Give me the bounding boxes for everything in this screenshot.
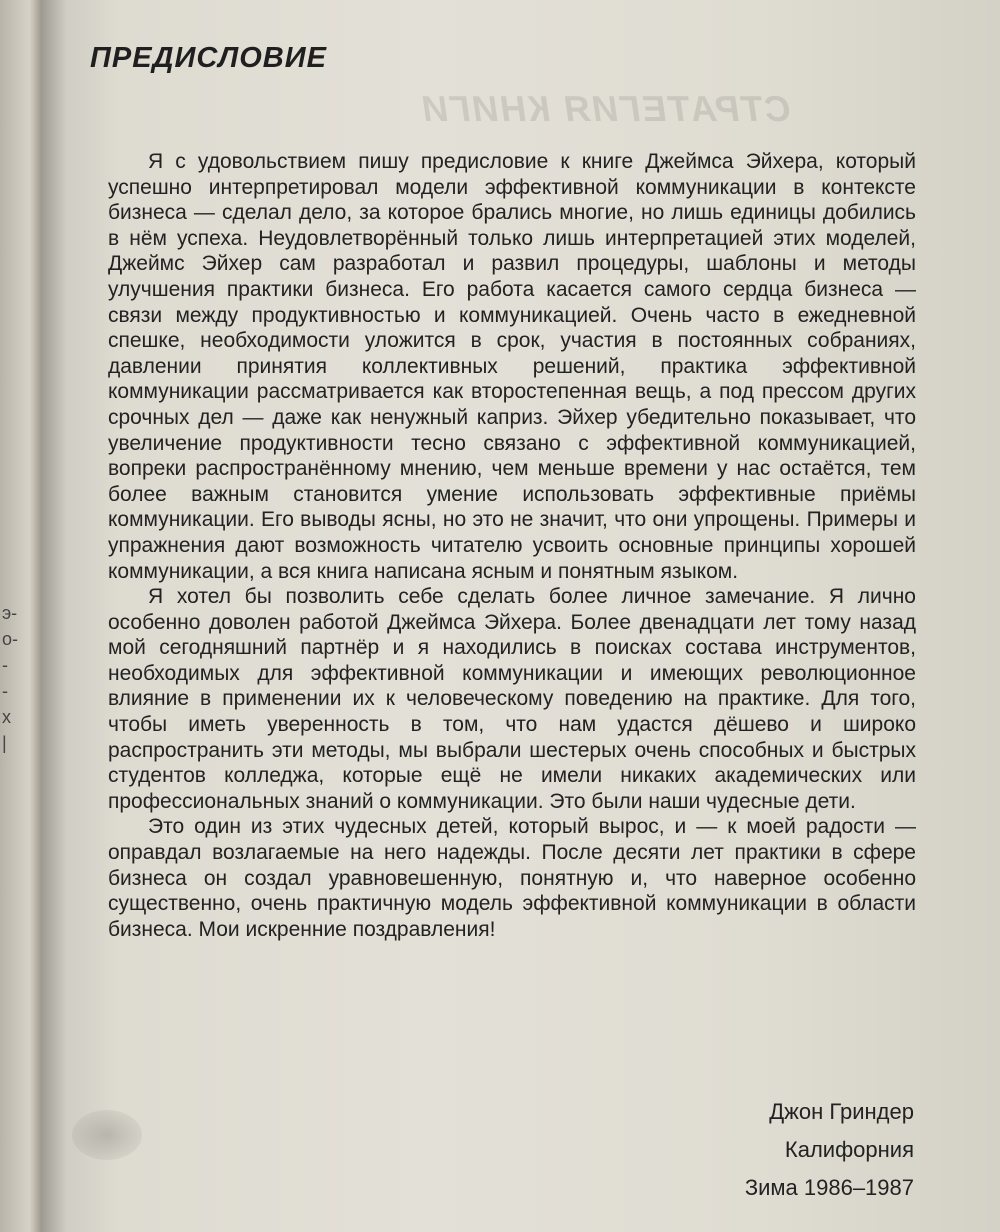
left-page-mark: - [2,655,8,675]
book-page [42,0,1000,1232]
paper-stain [72,1110,142,1160]
signature-date: Зима 1986–1987 [744,1175,914,1200]
signature-block [745,1093,914,1207]
bleed-through-text: СТРАТЕГИЯ КНИГИ [417,88,794,129]
left-page-marks [2,600,32,756]
page-title: ПРЕДИСЛОВИЕ [90,42,327,74]
left-page-mark: о- [2,629,19,649]
left-page-edge [0,0,42,1232]
signature-place: Калифорния [784,1137,914,1162]
left-page-mark: - [2,681,8,701]
left-page-mark: | [2,733,7,753]
signature-name: Джон Гриндер [769,1099,914,1124]
paragraph: Это один из этих чудесных детей, который вырос, и — к моей радости — оправдал возлагаемые на него надежды. После десяти лет практики в сфере бизнеса он создал уравновешенную, понятную и, что наверное особенно существенно, очень практичную модель эффективной коммуникации в области бизнеса. Мои искренние поздравления! [108,815,916,941]
left-page-mark: х [2,707,11,727]
paragraph: Я хотел бы позволить себе сделать более личное замечание. Я лично особенно доволен работой Джеймса Эйхера. Более двенадцати лет тому назад мой сегодняшний партнёр и я находились в поисках состава инструментов, необходимых для эффективной коммуникации и имеющих революционное влияние в применении их к человеческому поведению на практике. Для того, чтобы иметь уверенность в том, что нам удастся дёшево и широко распространить эти методы, мы выбрали шестерых очень способных и быстрых студентов колледжа, которые ещё не имели никаких академических или профессиональных знаний о коммуникации. Это были наши чудесные дети. [108,585,916,813]
left-page-mark: э- [2,603,18,623]
paragraph: Я с удовольствием пишу предисловие к книге Джеймса Эйхера, который успешно интерпретировал модели эффективной коммуникации в контексте бизнеса — сделал дело, за которое брались многие, но лишь единицы добились в нём успеха. Неудовлетворённый только лишь интерпретацией этих моделей, Джеймс Эйхер сам разработал и развил процедуры, шаблоны и методы улучшения практики бизнеса. Его работа касается самого сердца бизнеса — связи между продуктивностью и коммуникацией. Очень часто в ежедневной спешке, необходимости уложится в срок, участия в постоянных собраниях, давлении принятия коллективных решений, практика эффективной коммуникации рассматривается как второстепенная вещь, а под прессом других срочных дел — даже как ненужный каприз. Эйхер убедительно показывает, что увеличение продуктивности тесно связано с эффективной коммуникацией, вопреки распространённому мнению, чем меньше времени у нас остаётся, тем более важным становится умение использовать эффективные приёмы коммуникации. Его выводы ясны, но это не значит, что они упрощены. Примеры и упражнения дают возможность читателю усвоить основные принципы хорошей коммуникации, а вся книга написана ясным и понятным языком. [108,150,916,583]
preface-body [108,149,916,942]
